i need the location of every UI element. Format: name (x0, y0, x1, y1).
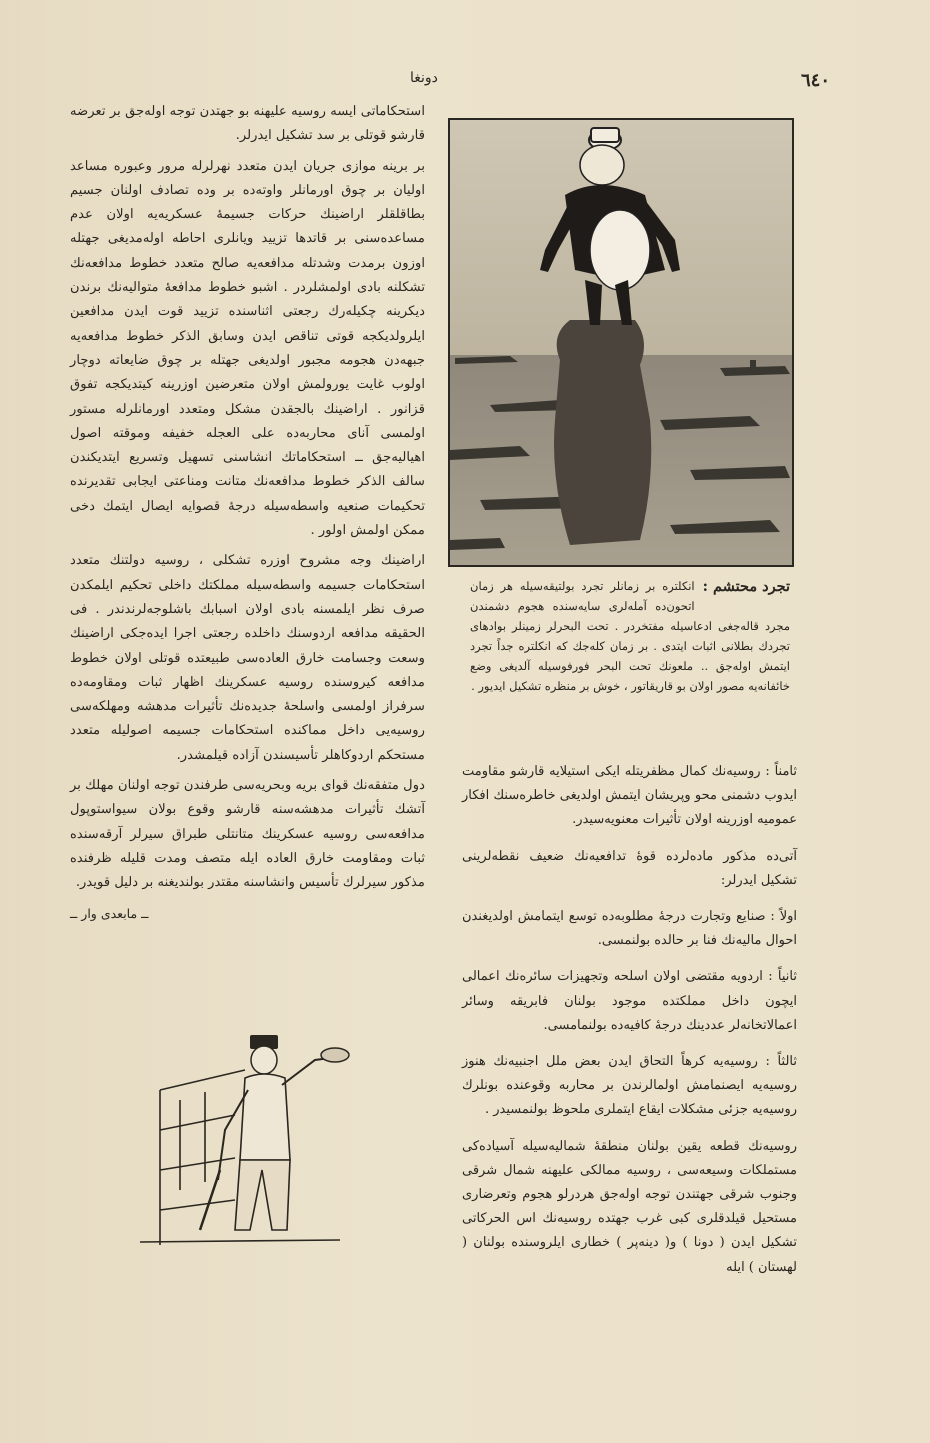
caption-text: انکلتره بر زمانلر تجرد بولتیقه‌سیله هر زمان اتحون‌ده آمله‌لری سایه‌سنده هجوم دشمندن مجرد قاله‌جغی ادعاسیله مفتخردر . تحت البحرلر زمینلر بوادهای تجردك بطلانی اثبات ایتدی . بر زمان کله‌جك که انکلتره جداً تجرد ایتمش اوله‌جق .. ملعونك تحت البحر فورفوسیله آلدیغی وضع خائفانه‌یه مصور اولان بو قاریقاتور ، خوش بر منظره تشکیل ایدیور . (470, 579, 790, 693)
paragraph: دول متفقه‌نك قوای بریه وبحریه‌سی طرفندن توجه اولنان مهلك بر آتشك تأثیرات مدهشه‌سنه قارشو وقوع بولان سیواستوپول مدافعه‌سی روسیه عسکرینك متانتلی طبراق سیرلر آرقه‌سنده ثبات ومقاومت خارق العاده ایله متصف ومدت قلیله ظرفنده مذکور سیرلرك تأسیس وانشاسنه مقتدر بولندیغنه بر دلیل قویدر. (70, 778, 425, 891)
paragraph: استحكاماتی ایسه روسیه علیهنه بو جهتدن توجه اوله‌جق بر تعرضه قارشو قوتلی بر سد تشکیل ایدرلر. (70, 104, 425, 144)
running-title: دونغا (410, 70, 438, 86)
cartoon-drawing (450, 120, 792, 565)
cartoon-caption (470, 576, 790, 696)
page-header (60, 70, 830, 94)
soldier-illustration (140, 1030, 385, 1255)
soldier-drawing (140, 1030, 385, 1255)
cartoon-illustration (448, 118, 794, 567)
paragraph: آتی‌ده مذکور ماده‌لرده قوهٔ تدافعیه‌نك ضعیف نقطه‌لرینی تشکیل ایدرلر: (462, 848, 797, 888)
rock (554, 320, 651, 545)
paragraph: اولاً : صنایع وتجارت درجهٔ مطلوبه‌ده توسع ایتمامش اولدیغندن احوال مالیه‌نك فنا بر حالده بولنمسی. (462, 909, 797, 949)
page-number: ٦٤٠ (800, 70, 830, 91)
paragraph: بر برینه موازی جریان ایدن متعدد نهرلرله مرور وعبوره مساعد اولیان بر چوق اورمانلر واوته‌ده بر وده تصادف اولنان جسیم بطاقلقلر اراضینك حرکات جسیمهٔ عسکریه‌یه اولان عدم مساعده‌سنی بر قاتدها تزیید ویانلری احاطه اوله‌مدیغی جهتله اوزون برمدت وشدتله مدافعه‌یه صالح متعدد خطوط مدافعه‌نك تشکلنه بادی اولمشلردر . اشبو خطوط مدافعهٔ متوالیه‌نك برندن دیکرینه چکیله‌رك رجعتی اثناسنده تزیید قوت ایدن مدافعین ایلرولدیکجه قوتی تناقص ایدن وسابق الذکر خطوط مدافعه‌یه جبهه‌دن هجومه مجبور اولدیغی جهتله بر چوق ضایعاته دوچار اولوب غایت یورولمش اولان متعرضین اوزرینه کیتدیکجه تفوق قزانور . اراضینك بالجقدن مشکل ومتعدد اورمانلرله مستور اولمسی آنای محاربه‌ده علی العجله خفیفه وموقته اصول اهیالیه‌جق ــ استحکاماتك انشاسنی تسهیل وتسریع ایتدیکندن سالف الذکر خطوط مدافعه‌نك متانت ومناعتی ایجابی تقدیرنده تحکیمات صنعیه واسطه‌سیله درجهٔ قصوایه ایصال ایتمك دخی ممکن اولمش اولور . (70, 158, 425, 539)
continued-note: ــ مابعدی وار ــ (70, 905, 149, 921)
sailor-figure (200, 1035, 349, 1230)
paragraph: اراضینك وجه مشروح اوزره تشکلی ، روسیه دولتنك متعدد استحکامات جسیمه واسطه‌سیله مملکتك داخلی تحکیم ایلمکدن صرف نظر ایلمسنه بادی اولان اسبابك باشلوجه‌لرندندر . فی الحقیقه مدافعه اردوسنك داخلده رجعتی اجرا ایده‌جکی اراضینك وسعت وجسامت خارق العاده‌سی طبیعتده قوتلی اولان خطوط مدافعه کیروسنده روسیه عسکرینك اظهار ثبات ومقاومه‌ده سرفراز اولمسی واسلحهٔ جدیده‌نك تأثیرات مدهشه ومهلکه‌سی روسیه‌یی داخل مماکنده استحکامات جسیمه اصولیله متعدد مستحکم اردوکاهلر تأسیسندن آزاده قیلمشدر. (70, 553, 425, 763)
left-column (70, 100, 425, 926)
paragraph: روسیه‌نك قطعه یقین بولنان منطقهٔ شمالیه‌سیله آسیاده‌کی مستملکات وسیعه‌سی ، روسیه ممالکی علیهنه شمال شرقی وجنوب شرقی جهتندن توجه اوله‌جق هردرلو هجوم وتعرضاری مستحیل قیلدقلری کبی غرب جهتده روسیه‌نك اس الحرکاتی تشکیل ایدن ( دونا ) و( دینه‌پر ) خطاری ایلروسنده بولنان ( لهستان ) ایله (462, 1138, 797, 1275)
right-column (462, 760, 797, 1292)
paragraph: ثانیاً : اردویه مقتضی اولان اسلحه وتجهیزات سائره‌نك اعمالی ایچون داخل مملکتده موجود بولنان فابریقه وسائر اعمالاتخانه‌لر عددینك درجهٔ کافیه‌ده بولنمامسی. (462, 969, 797, 1033)
paragraph: ثامناً : روسیه‌نك کمال مظفریتله ایکی استیلایه قارشو مقاومت ایدوب دشمنی محو وپریشان ایتمش اولدیغی خاطره‌سنك افکار عمومیه اوزرینه اولان تأثیرات معنویه‌سیدر. (462, 764, 797, 828)
caption-title: تجرد محتشم : (702, 578, 790, 595)
paragraph: ثالثاً : روسیه‌یه کرهاً التحاق ایدن بعض ملل اجنبیه‌نك هنوز روسیه‌یه ایصنمامش اولمالرندن بر محاربه وقوعنده بونلرك روسیه‌یه جزئی مشکلات ایقاع ایتملری ملحوظ بولنمسیدر . (462, 1054, 797, 1118)
